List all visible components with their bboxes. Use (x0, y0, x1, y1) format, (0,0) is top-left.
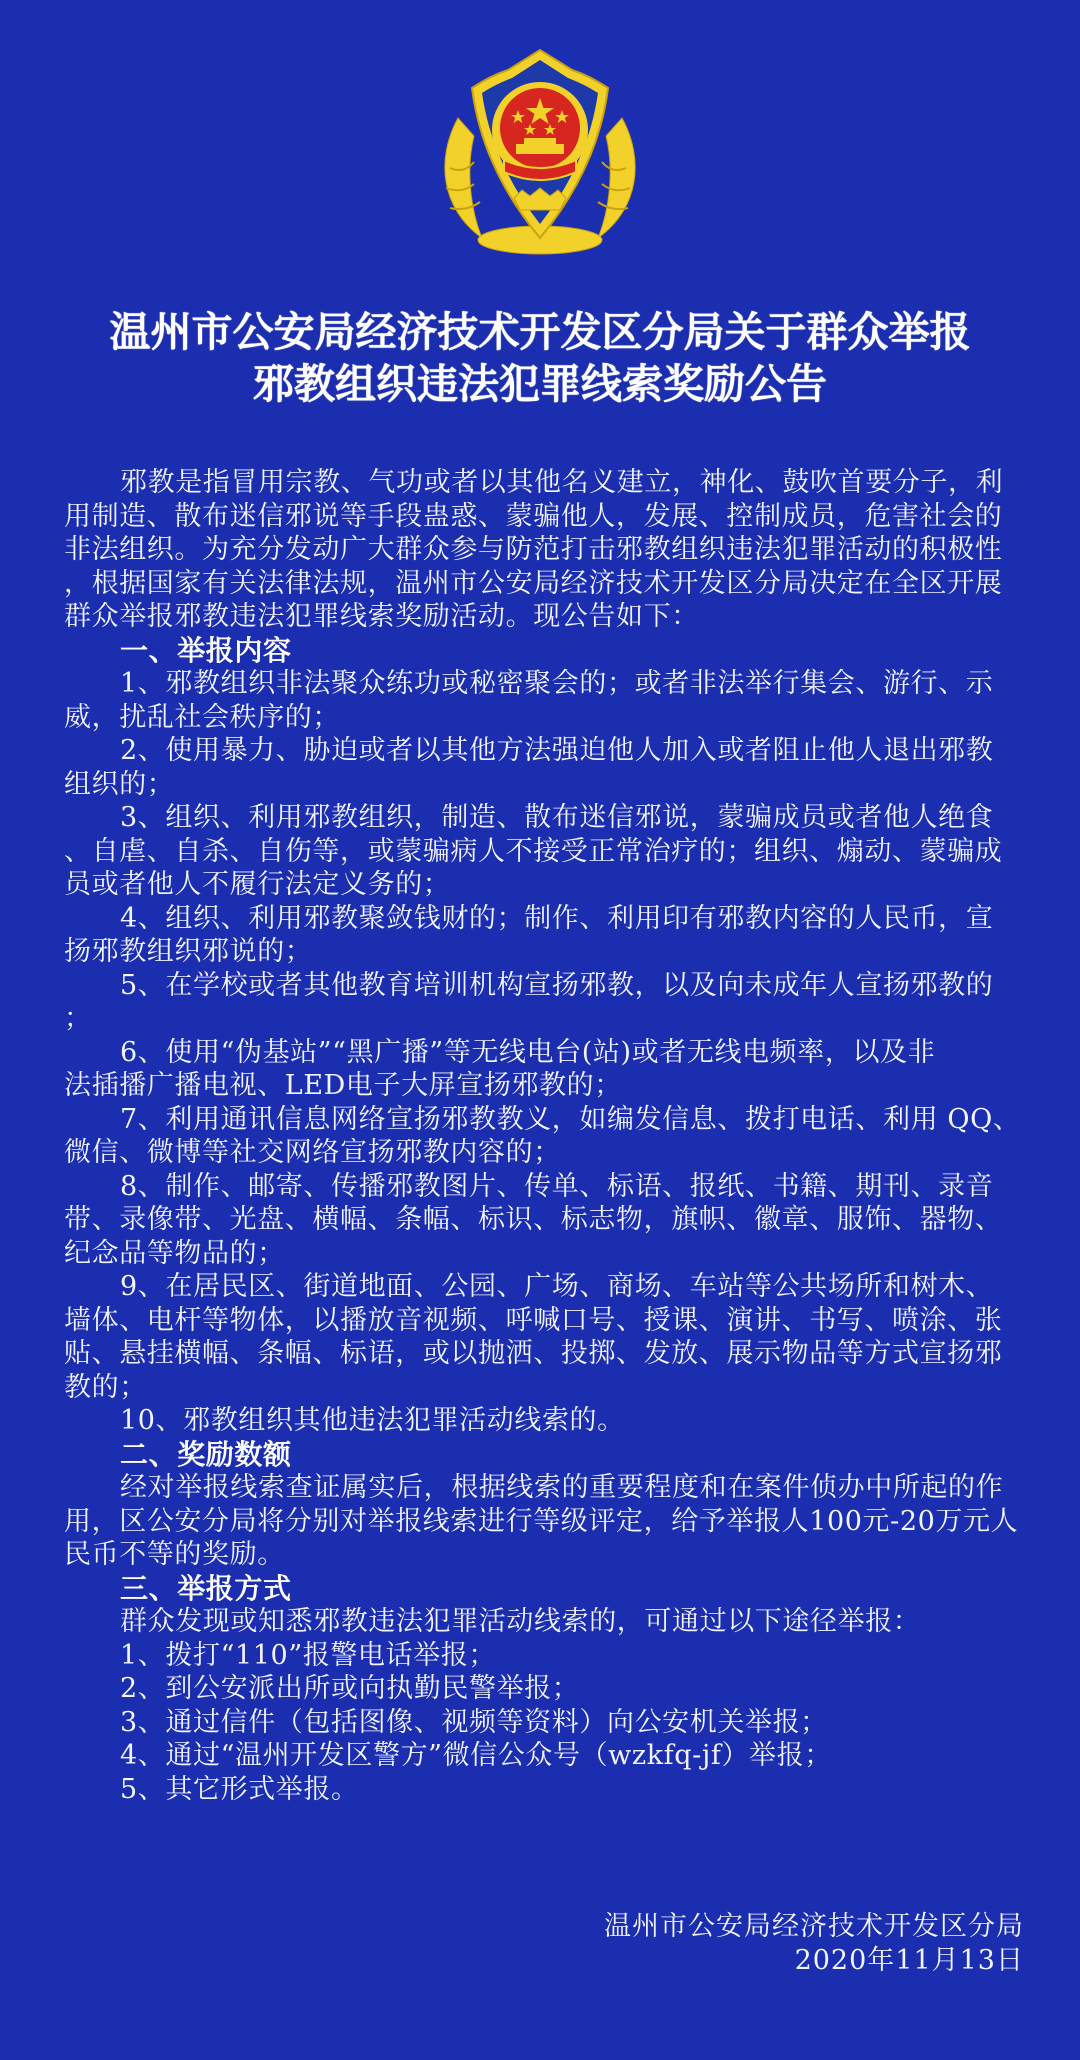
list-item (64, 801, 1020, 902)
list-item: 1、拨打“110”报警电话举报； (120, 1639, 496, 1671)
section-heading-report-content: 一、举报内容 (120, 633, 292, 667)
text-line: 民币不等的奖励。 (64, 1539, 285, 1570)
text-line: ，根据国家有关法律法规，温州市公安局经济技术开发区分局决定在全区开展 (64, 567, 1003, 599)
list-item (64, 1103, 1020, 1170)
list-item: 3、通过信件（包括图像、视频等资料）向公安机关举报； (120, 1706, 828, 1738)
text-line: 5、在学校或者其他教育培训机构宣扬邪教，以及向未成年人宣扬邪教的 (120, 969, 994, 1001)
text-line: 教的； (64, 1371, 147, 1403)
signature-org: 温州市公安局经济技术开发区分局 (604, 1911, 1024, 1942)
text-line: 1、邪教组织非法聚众练功或秘密聚会的；或者非法举行集会、游行、示 (120, 668, 994, 699)
text-line: 用制造、散布迷信邪说等手段蛊惑、蒙骗他人，发展、控制成员，危害社会的 (64, 500, 1003, 532)
list-item (64, 1036, 1020, 1103)
list-item (64, 902, 1020, 969)
text-line: 贴、悬挂横幅、条幅、标语，或以抛洒、投掷、发放、展示物品等方式宣扬邪 (64, 1338, 1003, 1369)
text-line: 法插播广播电视、LED电子大屏宣扬邪教的； (64, 1070, 622, 1101)
text-line: 10、邪教组织其他违法犯罪活动线索的。 (120, 1405, 625, 1436)
text-line: 非法组织。为充分发动广大群众参与防范打击邪教组织违法犯罪活动的积极性 (64, 534, 1003, 565)
text-line: ； (64, 1003, 92, 1034)
title-line-1: 温州市公安局经济技术开发区分局关于群众举报 (109, 308, 971, 356)
intro-paragraph (64, 466, 1020, 634)
text-line: 2、使用暴力、胁迫或者以其他方法强迫他人加入或者阻止他人退出邪教 (120, 735, 994, 766)
text-line: 扬邪教组织邪说的； (64, 936, 313, 967)
reward-paragraph (64, 1471, 1020, 1572)
text-line: 9、在居民区、街道地面、公园、广场、商场、车站等公共场所和树木、 (120, 1271, 994, 1302)
text-line: 4、组织、利用邪教聚敛钱财的；制作、利用印有邪教内容的人民币，宣 (120, 902, 994, 934)
list-item: 4、通过“温州开发区警方”微信公众号（wzkfq-jf）举报； (120, 1740, 832, 1771)
notice-body (64, 466, 1020, 1806)
text-line: 、自虐、自杀、自伤等，或蒙骗病人不接受正常治疗的；组织、煽动、蒙骗成 (64, 835, 1003, 867)
text-line: 3、组织、利用邪教组织，制造、散布迷信邪说，蒙骗成员或者他人绝食 (120, 802, 994, 833)
notice-title (0, 306, 1080, 410)
text-line: 用，区公安分局将分别对举报线索进行等级评定，给予举报人100元-20万元人 (64, 1505, 1019, 1537)
section-heading-reward-amount: 二、奖励数额 (120, 1437, 292, 1471)
text-line: 带、录像带、光盘、横幅、条幅、标识、标志物，旗帜、徽章、服饰、器物、 (64, 1204, 1003, 1235)
signature-date: 2020年11月13日 (794, 1945, 1024, 1976)
text-line: 员或者他人不履行法定义务的； (64, 869, 451, 900)
police-badge-emblem-icon (430, 48, 650, 258)
section-heading-report-methods: 三、举报方式 (120, 1571, 292, 1605)
text-line: 微信、微博等社交网络宣扬邪教内容的； (64, 1137, 561, 1168)
report-methods-intro: 群众发现或知悉邪教违法犯罪活动线索的，可通过以下途径举报： (120, 1606, 921, 1637)
list-item (64, 1270, 1020, 1404)
list-item (64, 1404, 1020, 1438)
signature-block (604, 1910, 1024, 1978)
text-line: 经对举报线索查证属实后，根据线索的重要程度和在案件侦办中所起的作 (120, 1472, 1004, 1503)
text-line: 墙体、电杆等物体，以播放音视频、呼喊口号、授课、演讲、书写、喷涂、张 (64, 1304, 1003, 1336)
list-item (64, 969, 1020, 1036)
list-item (64, 667, 1020, 734)
list-item: 2、到公安派出所或向执勤民警举报； (120, 1673, 580, 1704)
text-line: 8、制作、邮寄、传播邪教图片、传单、标语、报纸、书籍、期刊、录音 (120, 1170, 994, 1202)
list-item (64, 734, 1020, 801)
text-line: 威，扰乱社会秩序的； (64, 701, 340, 733)
text-line: 纪念品等物品的； (64, 1237, 285, 1269)
list-item: 5、其它形式举报。 (120, 1773, 359, 1805)
text-line: 6、使用“伪基站”“黑广播”等无线电台(站)或者无线电频率，以及非 (120, 1036, 936, 1068)
title-line-2: 邪教组织违法犯罪线索奖励公告 (253, 360, 827, 408)
text-line: 邪教是指冒用宗教、气功或者以其他名义建立，神化、鼓吹首要分子，利 (120, 467, 1004, 498)
text-line: 群众举报邪教违法犯罪线索奖励活动。现公告如下： (64, 601, 699, 632)
list-item (64, 1170, 1020, 1271)
text-line: 组织的； (64, 768, 175, 800)
text-line: 7、利用通讯信息网络宣扬邪教教义，如编发信息、拨打电话、利用 QQ、 (120, 1103, 1021, 1135)
